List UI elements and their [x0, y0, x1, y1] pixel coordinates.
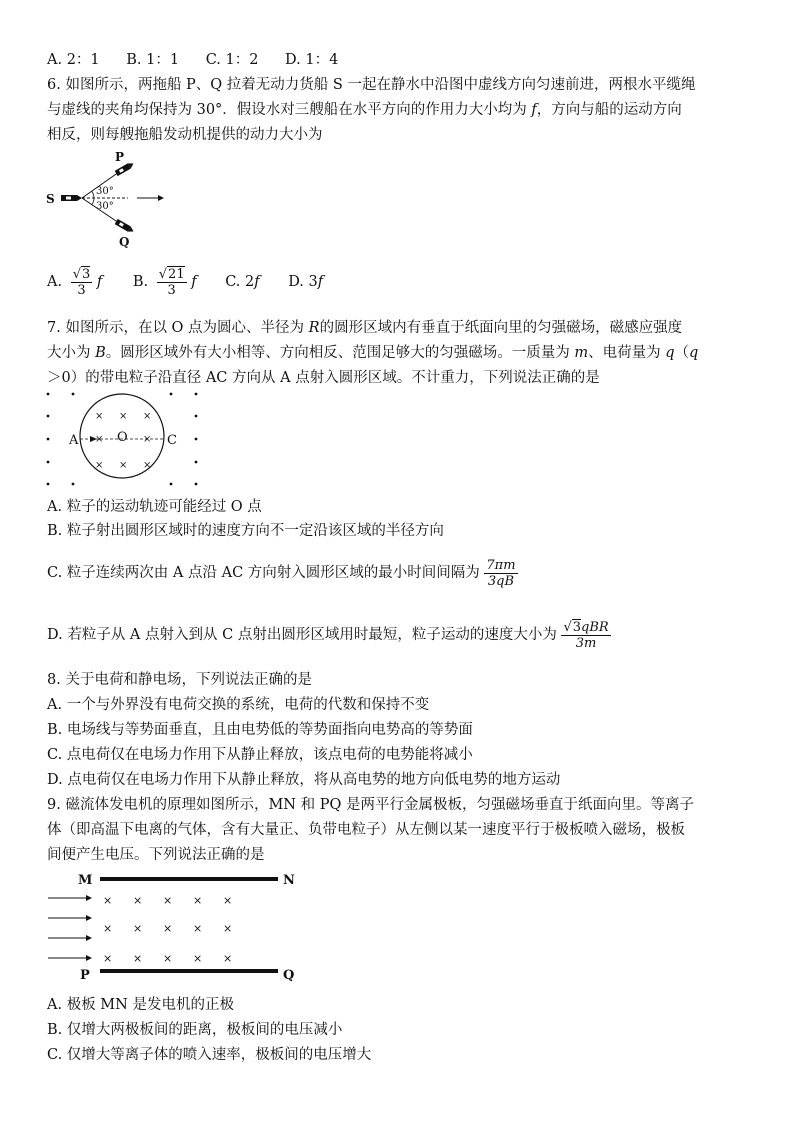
q5-options	[47, 50, 338, 70]
boat-q-icon	[115, 219, 135, 234]
q6-line2-part-b: ，方向与船的运动方向	[536, 102, 682, 118]
svg-text:×: ×	[163, 894, 173, 907]
svg-text:×: ×	[119, 411, 128, 422]
svg-text:×: ×	[133, 952, 143, 965]
svg-text:×: ×	[143, 411, 152, 422]
svg-text:×: ×	[95, 434, 104, 445]
label-m: M	[78, 873, 93, 888]
q9-stem-line3: 间便产生电压。下列说法正确的是	[47, 847, 265, 863]
field-crosses	[103, 894, 232, 965]
q7-stem-line2: 大小为 B。圆形区域外有大小相等、方向相反、范围足够大的匀强磁场。一质量为 m、电荷量为 q（q	[47, 345, 699, 361]
q6-line2-part-a: 与虚线的夹角均保持为 30°．假设水对三艘船在水平方向的作用力大小均为	[47, 102, 532, 118]
label-s: S	[46, 192, 55, 206]
q7-stem-line3: ＞0）的带电粒子沿直径 AC 方向从 A 点射入圆形区域。不计重力，下列说法正确的是	[47, 370, 600, 386]
label-c: C	[167, 433, 177, 448]
q8-option-d: D. 点电荷仅在电场力作用下从静止释放，将从高电势的地方向低电势的地方运动	[47, 772, 561, 788]
q6-stem-line2	[47, 100, 682, 120]
svg-text:×: ×	[193, 894, 203, 907]
label-a: A	[69, 433, 79, 448]
label-p: P	[115, 150, 125, 164]
q9-stem-line1: 9. 磁流体发电机的原理如图所示，MN 和 PQ 是两平行金属极板，匀强磁场垂直于纸面向里。等离子	[47, 797, 694, 813]
q8-option-c: C. 点电荷仅在电场力作用下从静止释放，该点电荷的电势能将减小	[47, 747, 473, 763]
q6-options	[47, 264, 323, 300]
svg-text:×: ×	[119, 460, 128, 471]
plate-pq	[100, 969, 278, 973]
label-n: N	[283, 873, 295, 888]
svg-text:×: ×	[95, 411, 104, 422]
svg-text:×: ×	[103, 922, 113, 935]
q6-stem-line1: 6. 如图所示，两拖船 P、Q 拉着无动力货船 S 一起在静水中沿图中虚线方向匀速前进，两根水平缆绳	[47, 77, 696, 93]
q9-option-c: C. 仅增大等离子体的喷入速率，极板间的电压增大	[47, 1047, 372, 1063]
q6-symbol-f: f	[531, 102, 537, 118]
q6-tugboat-figure	[40, 150, 170, 250]
plasma-arrows-icon	[48, 895, 92, 961]
q9-mhd-generator-figure	[40, 868, 295, 990]
q5-option-c: C. 1：2	[205, 52, 259, 68]
plate-mn	[100, 877, 278, 881]
q6-option-c: C. 2f	[225, 274, 260, 290]
svg-text:×: ×	[223, 894, 233, 907]
svg-text:×: ×	[133, 894, 143, 907]
svg-text:×: ×	[143, 434, 152, 445]
q9-option-a: A. 极板 MN 是发电机的正极	[47, 997, 234, 1013]
svg-text:×: ×	[193, 922, 203, 935]
q7-magnetic-field-figure	[40, 388, 205, 488]
q7-option-d: D. 若粒子从 A 点射入到从 C 点射出圆形区域用时最短，粒子运动的速度大小为 $\frac{\text{√3qBR}}{3m}$	[47, 620, 609, 651]
svg-text:×: ×	[223, 922, 233, 935]
q6-stem-line3: 相反，则每艘拖船发动机提供的动力大小为	[47, 127, 323, 143]
q8-option-a: A. 一个与外界没有电荷交换的系统，电荷的代数和保持不变	[47, 697, 430, 713]
label-angle-top: 30°	[96, 186, 114, 197]
q5-option-b: B. 1：1	[126, 52, 180, 68]
svg-text:×: ×	[163, 952, 173, 965]
label-p9: P	[80, 968, 90, 983]
q9-stem-line2: 体（即高温下电离的气体，含有大量正、负带电粒子）从左侧以某一速度平行于极板喷入磁场，极板	[47, 822, 685, 838]
q7-stem-line1: 7. 如图所示，在以 O 点为圆心、半径为 R的圆形区域内有垂直于纸面向里的匀强磁场，磁感应强度	[47, 320, 683, 336]
q6-option-b: B. $\frac{√21}{3}$ f	[132, 267, 197, 298]
q8-option-b: B. 电场线与等势面垂直，且由电势低的等势面指向电势高的等势面	[47, 722, 473, 738]
q6-option-d: D. 3f	[288, 274, 324, 290]
q5-option-d: D. 1：4	[285, 52, 339, 68]
q6-option-a: A. $\frac{√3}{3}$ f	[47, 267, 103, 298]
label-q9: Q	[283, 968, 295, 983]
q7-option-b: B. 粒子射出圆形区域时的速度方向不一定沿该区域的半径方向	[47, 523, 444, 539]
q8-stem: 8. 关于电荷和静电场，下列说法正确的是	[47, 672, 312, 688]
svg-text:×: ×	[223, 952, 233, 965]
svg-text:×: ×	[103, 952, 113, 965]
svg-text:×: ×	[133, 922, 143, 935]
label-o: O	[117, 430, 128, 445]
q5-option-a: A. 2：1	[47, 52, 100, 68]
q9-option-b: B. 仅增大两极板间的距离，极板间的电压减小	[47, 1022, 343, 1038]
label-q: Q	[119, 235, 130, 249]
svg-text:×: ×	[163, 922, 173, 935]
q7-option-a: A. 粒子的运动轨迹可能经过 O 点	[47, 499, 262, 515]
q7-option-c: C. 粒子连续两次由 A 点沿 AC 方向射入圆形区域的最小时间间隔为 $\frac{7\pi m}{3qB}$	[47, 557, 516, 589]
boat-s-icon	[61, 195, 82, 201]
svg-text:×: ×	[95, 460, 104, 471]
label-angle-bottom: 30°	[96, 201, 114, 212]
svg-text:×: ×	[193, 952, 203, 965]
svg-text:×: ×	[103, 894, 113, 907]
svg-text:×: ×	[143, 460, 152, 471]
